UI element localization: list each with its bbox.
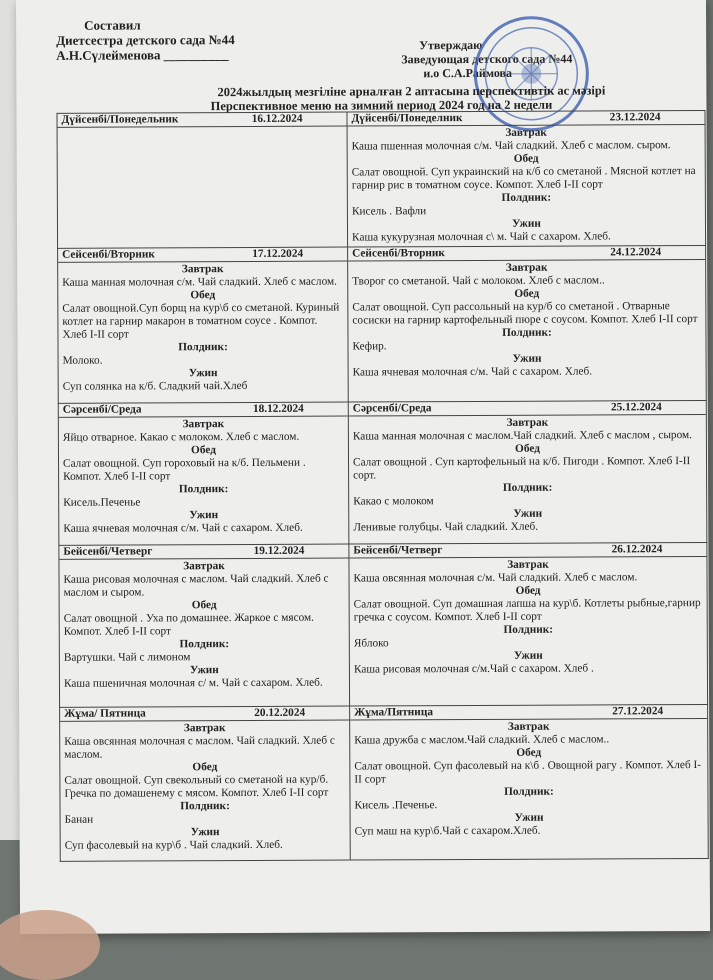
dietitian-position: Диетсестра детского сада №44: [56, 32, 235, 48]
day-date: 25.12.2024: [611, 401, 702, 414]
lunch-heading: Обед: [354, 584, 703, 599]
snack-text: Какао с молоком: [353, 494, 702, 509]
day-date: 27.12.2024: [612, 705, 703, 718]
day-cell: [349, 542, 708, 706]
lunch-text: Салат овощной.Суп борщ на кур\б со сметаной. Куриный котлет на гарнир макарон в томатном соусе . Компот. Хлеб I-II сорт: [62, 302, 343, 342]
snack-text: Кисель . Вафли: [352, 204, 701, 219]
breakfast-text: Каша овсянная молочная с маслом. Чай сладкий. Хлеб с маслом.: [64, 735, 345, 762]
day-cell: [348, 400, 707, 544]
dinner-text: Каша рисовая молочная с/м.Чай с сахаром. Хлеб .: [354, 662, 703, 677]
dinner-text: Каша ячневая молочная с/м. Чай с сахаром. Хлеб.: [63, 522, 344, 536]
snack-text: Вартушки. Чай с лимоном: [64, 651, 345, 665]
head-position: Заведующая детского сада №44: [401, 52, 572, 67]
title-kazakh: 2024жылдың мезгіліне арналған 2 аптасына перспективтік ас мәзірі: [16, 83, 706, 101]
breakfast-text: Каша овсянная молочная с/м. Чай сладкий. Хлеб с маслом.: [354, 571, 703, 586]
day-name: Бейсенбі/Четверг: [353, 544, 442, 557]
lunch-text: Салат овощной. Суп рассольный на кур/б со сметаной . Отварные сосиски на гарнир картофельный пюре с соусом. Компот. Хлеб I-II сорт: [352, 300, 701, 328]
day-name: Сейсенбі/Вторник: [352, 247, 445, 260]
breakfast-heading: Завтрак: [63, 418, 344, 432]
day-cell: [58, 247, 349, 403]
breakfast-heading: Завтрак: [64, 722, 345, 736]
dinner-text: Ленивые голубцы. Чай сладкий. Хлеб.: [353, 520, 702, 535]
menu-document: [16, 0, 710, 934]
day-date: 23.12.2024: [610, 111, 701, 124]
lunch-heading: Обед: [63, 444, 344, 458]
snack-text: Молоко.: [63, 354, 344, 368]
lunch-text: Салат овощной. Суп украинский на к/б со сметаной . Мясной котлет на гарнир рис в томатном соусе. Компот. Хлеб I-II сорт: [352, 165, 701, 193]
dietitian-name: А.Н.Сүлейменова __________: [56, 47, 235, 63]
head-name: и.о С.А.Раймова: [401, 66, 572, 81]
table-row: [60, 704, 709, 861]
dinner-heading: Ужин: [353, 352, 702, 367]
snack-heading: Полдник:: [62, 341, 343, 355]
dinner-text: Суп солянка на к/б. Сладкий чай.Хлеб: [63, 380, 344, 394]
breakfast-heading: Завтрак: [352, 261, 701, 276]
compiled-by-block: [56, 17, 235, 63]
lunch-heading: Обед: [354, 746, 703, 761]
day-date: 18.12.2024: [253, 403, 344, 416]
breakfast-heading: Завтрак: [353, 558, 702, 573]
table-row: [58, 400, 707, 545]
snack-heading: Полдник:: [63, 483, 344, 497]
day-name: Жұма/ Пятница: [64, 707, 146, 720]
day-date: 24.12.2024: [610, 246, 701, 259]
day-date: 17.12.2024: [252, 248, 343, 261]
lunch-text: Салат овощной. Суп свекольный со сметаной на кур/б. Гречка по домашенему с мясом. Компот. Хлеб I-II сорт: [64, 774, 345, 801]
day-cell: [58, 402, 349, 545]
day-name: Дүйсенбі/Понедельник: [61, 113, 178, 127]
breakfast-text: Каша пшенная молочная с/м. Чай сладкий. Хлеб с маслом. сыром.: [352, 139, 701, 154]
snack-heading: Полдник:: [353, 481, 702, 496]
snack-text: Кефир.: [352, 339, 701, 354]
dinner-text: Каша ячневая молочная с/м. Чай с сахаром. Хлеб.: [353, 365, 702, 380]
day-cell: [348, 245, 707, 402]
snack-heading: Полдник:: [352, 326, 701, 341]
lunch-heading: Обед: [353, 442, 702, 457]
dinner-heading: Ужин: [63, 509, 344, 523]
dinner-heading: Ужин: [353, 507, 702, 522]
lunch-text: Салат овощной. Суп гороховый на к/б. Пельмени . Компот. Хлеб I-II сорт: [63, 457, 344, 484]
title-russian: Перспективное меню на зимний период 2024 год на 2 недели: [16, 97, 706, 115]
snack-text: Банан: [65, 813, 346, 827]
day-name: Сәрсенбі/Среда: [63, 403, 142, 416]
day-cell: [347, 110, 706, 247]
day-name: Сәрсенбі/Среда: [353, 402, 432, 415]
dinner-heading: Ужин: [65, 826, 346, 840]
lunch-text: Салат овощной . Суп картофельный на к/б. Пигоди . Компот. Хлеб I-II сорт.: [353, 455, 702, 483]
lunch-text: Салат овощной. Суп домашная лапша на кур\б. Котлеты рыбные,гарнир гречка с соусом. Компот. Хлеб I-II сорт: [354, 597, 703, 625]
snack-heading: Полдник:: [354, 623, 703, 638]
breakfast-text: Каша манная молочная с маслом.Чай сладкий. Хлеб с маслом , сыром.: [353, 429, 702, 444]
compiled-by-label: Составил: [56, 17, 235, 33]
day-date: 19.12.2024: [254, 545, 345, 558]
lunch-heading: Обед: [62, 289, 343, 303]
day-cell: [350, 704, 709, 860]
breakfast-text: Каша манная молочная с/м. Чай сладкий. Хлеб с маслом.: [62, 276, 343, 290]
day-name: Бейсенбі/Четверг: [63, 545, 152, 558]
breakfast-heading: Завтрак: [353, 416, 702, 431]
lunch-heading: Обед: [352, 152, 701, 167]
snack-text: Яблоко: [354, 636, 703, 651]
dinner-heading: Ужин: [355, 811, 704, 826]
day-cell: [60, 706, 351, 861]
day-cell: [57, 112, 348, 248]
table-row: [57, 110, 706, 248]
breakfast-heading: Завтрак: [352, 126, 701, 141]
day-date: 26.12.2024: [612, 543, 703, 556]
breakfast-text: Каша рисовая молочная с маслом. Чай сладкий. Хлеб с маслом и сыром.: [64, 573, 345, 600]
day-date: 16.12.2024: [252, 113, 343, 126]
dinner-text: Каша пшеничная молочная с/ м. Чай с сахаром. Хлеб.: [64, 677, 345, 691]
breakfast-heading: Завтрак: [354, 720, 703, 735]
dinner-text: Каша кукурузная молочная с\ м. Чай с сахаром. Хлеб.: [352, 230, 701, 245]
dinner-heading: Ужин: [352, 217, 701, 232]
breakfast-heading: Завтрак: [62, 263, 343, 277]
lunch-heading: Обед: [64, 599, 345, 613]
day-name: Сейсенбі/Вторник: [62, 248, 155, 261]
breakfast-text: Творог со сметаной. Чай с молоком. Хлеб с маслом..: [352, 274, 701, 289]
snack-text: Кисель .Печенье.: [354, 798, 703, 813]
table-row: [59, 542, 708, 707]
snack-text: Кисель.Печенье: [63, 496, 344, 510]
day-cell: [59, 544, 350, 707]
dinner-heading: Ужин: [64, 664, 345, 678]
day-name: Жұма/Пятница: [354, 706, 433, 719]
lunch-text: Салат овощной . Уха по домашнее. Жаркое с мясом. Компот. Хлеб I-II сорт: [64, 612, 345, 639]
menu-table: [56, 110, 708, 862]
lunch-heading: Обед: [352, 287, 701, 302]
breakfast-heading: Завтрак: [63, 560, 344, 574]
day-date: 20.12.2024: [254, 707, 345, 720]
thumb: [0, 910, 100, 980]
snack-heading: Полдник:: [64, 800, 345, 814]
dinner-text: Суп фасолевый на кур\б . Чай сладкий. Хлеб.: [65, 839, 346, 853]
dinner-text: Суп маш на кур\б.Чай с сахаром.Хлеб.: [355, 824, 704, 839]
lunch-text: Салат овощной. Суп фасолевый на к\б . Овощной рагу . Компот. Хлеб I-II сорт: [354, 759, 703, 787]
day-name: Дүйсенбі/Понеделник: [351, 112, 462, 125]
dinner-heading: Ужин: [63, 367, 344, 381]
approve-label: Утверждаю: [401, 38, 572, 53]
dinner-heading: Ужин: [354, 649, 703, 664]
lunch-heading: Обед: [64, 761, 345, 775]
snack-heading: Полдник:: [352, 191, 701, 206]
snack-heading: Полдник:: [64, 638, 345, 652]
breakfast-text: Яйцо отварное. Какао с молоком. Хлеб с маслом.: [63, 431, 344, 445]
breakfast-text: Каша дружба с маслом.Чай сладкий. Хлеб с маслом..: [354, 733, 703, 748]
snack-heading: Полдник:: [354, 785, 703, 800]
table-row: [58, 245, 707, 403]
